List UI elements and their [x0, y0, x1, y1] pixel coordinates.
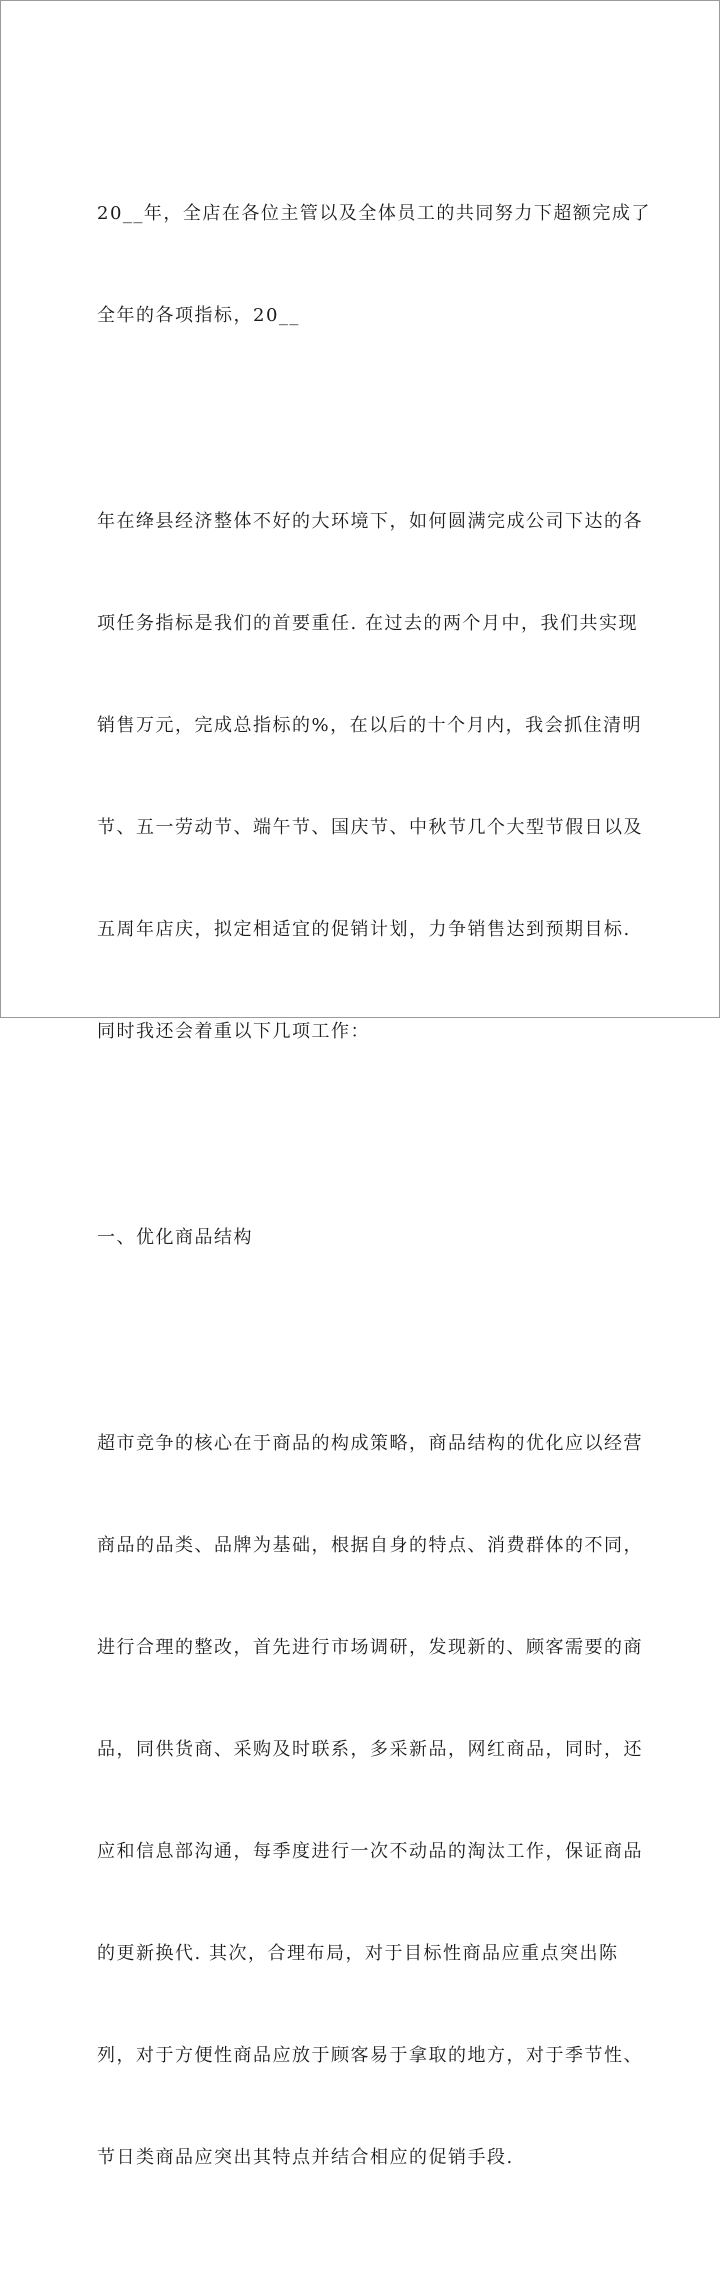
- heading-line: 一、优化商品结构: [97, 1227, 253, 1248]
- text-line: 的更新换代. 其次，合理布局，对于目标性商品应重点突出陈: [97, 1943, 619, 1964]
- text-line: 商品的品类、品牌为基础，根据自身的特点、消费群体的不同，: [97, 1535, 643, 1556]
- text-line: 列，对于方便性商品应放于顾客易于拿取的地方，对于季节性、: [97, 2045, 643, 2066]
- paragraph-intro: [97, 129, 651, 401]
- text-line: 应和信息部沟通，每季度进行一次不动品的淘汰工作，保证商品: [97, 1841, 643, 1862]
- paragraph-structure: [97, 1359, 643, 2243]
- text-line: 五周年店庆，拟定相适宜的促销计划，力争销售达到预期目标.: [97, 919, 631, 940]
- document-body: [97, 129, 651, 2279]
- text-line: 节、五一劳动节、端午节、国庆节、中秋节几个大型节假日以及: [97, 817, 643, 838]
- text-line: 全年的各项指标，20__: [97, 305, 300, 326]
- section-heading: [97, 1153, 637, 1323]
- text-line: 同时我还会着重以下几项工作：: [97, 1021, 370, 1042]
- text-line: 年在绛县经济整体不好的大环境下，如何圆满完成公司下达的各: [97, 511, 643, 532]
- text-line: 超市竞争的核心在于商品的构成策略，商品结构的优化应以经营: [97, 1433, 643, 1454]
- text-line: 销售万元，完成总指标的%，在以后的十个月内，我会抓住清明: [97, 715, 643, 736]
- paragraph-goals: [97, 437, 643, 1117]
- text-line: 进行合理的整改，首先进行市场调研，发现新的、顾客需要的商: [97, 1637, 643, 1658]
- text-line: 品，同供货商、采购及时联系，多采新品，网红商品，同时，还: [97, 1739, 643, 1760]
- text-line: 节日类商品应突出其特点并结合相应的促销手段.: [97, 2147, 514, 2168]
- text-line: 20__年，全店在各位主管以及全体员工的共同努力下超额完成了: [97, 203, 651, 224]
- text-line: 项任务指标是我们的首要重任. 在过去的两个月中，我们共实现: [97, 613, 638, 634]
